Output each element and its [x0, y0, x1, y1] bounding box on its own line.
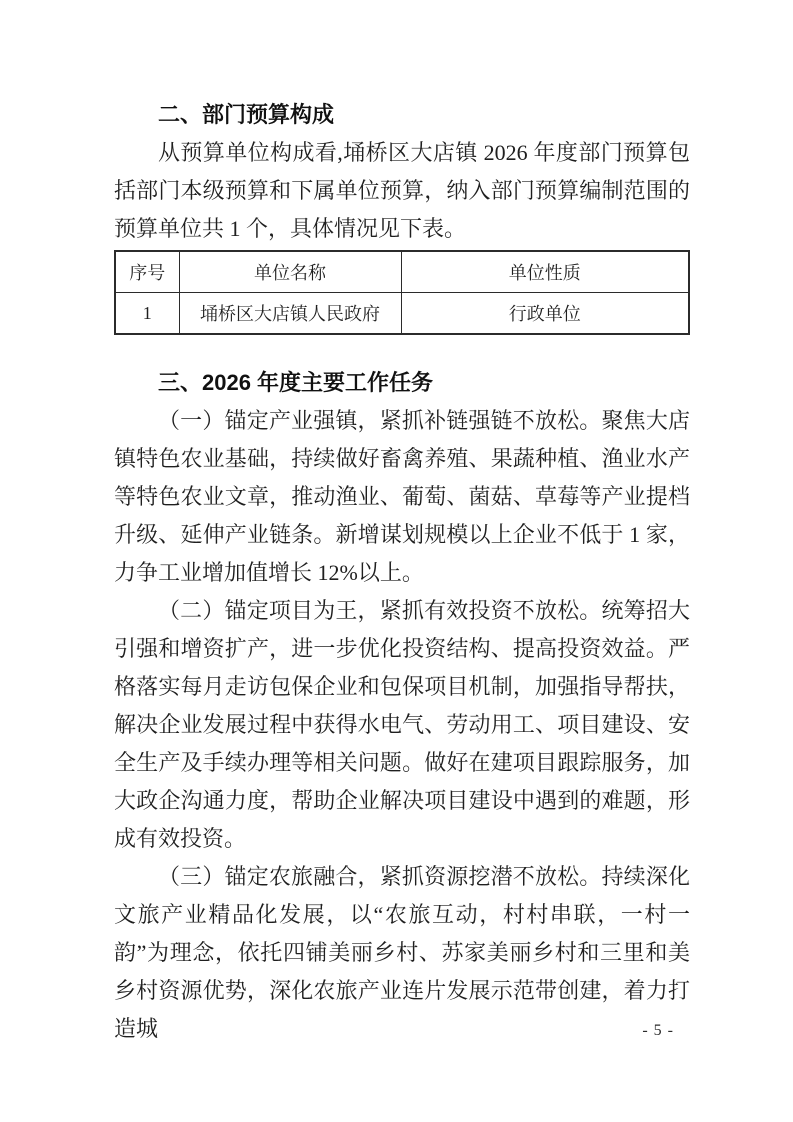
table-header-row — [115, 251, 689, 293]
task-paragraph-1: （一）锚定产业强镇，紧抓补链强链不放松。聚焦大店镇特色农业基础，持续做好畜禽养殖、果蔬种植、渔业水产等特色农业文章，推动渔业、葡萄、菌菇、草莓等产业提档升级、延伸产业链条。新增谋划规模以上企业不低于 1 家，力争工业增加值增长 12%以上。 — [114, 408, 690, 585]
task-paragraph-2: （二）锚定项目为王，紧抓有效投资不放松。统筹招大引强和增资扩产，进一步优化投资结构、提高投资效益。严格落实每月走访包保企业和包保项目机制，加强指导帮扶，解决企业发展过程中获得水电气、劳动用工、项目建设、安全生产及手续办理等相关问题。做好在建项目跟踪服务，加大政企沟通力度，帮助企业解决项目建设中遇到的难题，形成有效投资。 — [114, 598, 690, 851]
table-header-unit-name: 单位名称 — [179, 251, 401, 293]
section-heading-budget-composition: 二、部门预算构成 — [158, 102, 335, 127]
table-header-index: 序号 — [115, 251, 179, 293]
table-cell-unit-type: 行政单位 — [401, 293, 689, 335]
task-paragraph-3: （三）锚定农旅融合，紧抓资源挖潜不放松。持续深化文旅产业精品化发展，以“农旅互动，村村串联，一村一韵”为理念，依托四铺美丽乡村、苏家美丽乡村和三里和美乡村资源优势，深化农旅产业连片发展示范带创建，着力打造城 — [114, 864, 690, 1041]
table-cell-index: 1 — [115, 293, 179, 335]
table-cell-unit-name: 埇桥区大店镇人民政府 — [179, 293, 401, 335]
document-body — [114, 96, 690, 1048]
table-header-unit-type: 单位性质 — [401, 251, 689, 293]
budget-units-table — [114, 250, 690, 335]
page-number: - 5 - — [642, 1022, 674, 1039]
table-row — [115, 293, 689, 335]
budget-composition-paragraph: 从预算单位构成看,埇桥区大店镇 2026 年度部门预算包括部门本级预算和下属单位预算，纳入部门预算编制范围的预算单位共 1 个，具体情况见下表。 — [114, 140, 690, 241]
section-heading-main-tasks: 三、2026 年度主要工作任务 — [158, 370, 434, 395]
